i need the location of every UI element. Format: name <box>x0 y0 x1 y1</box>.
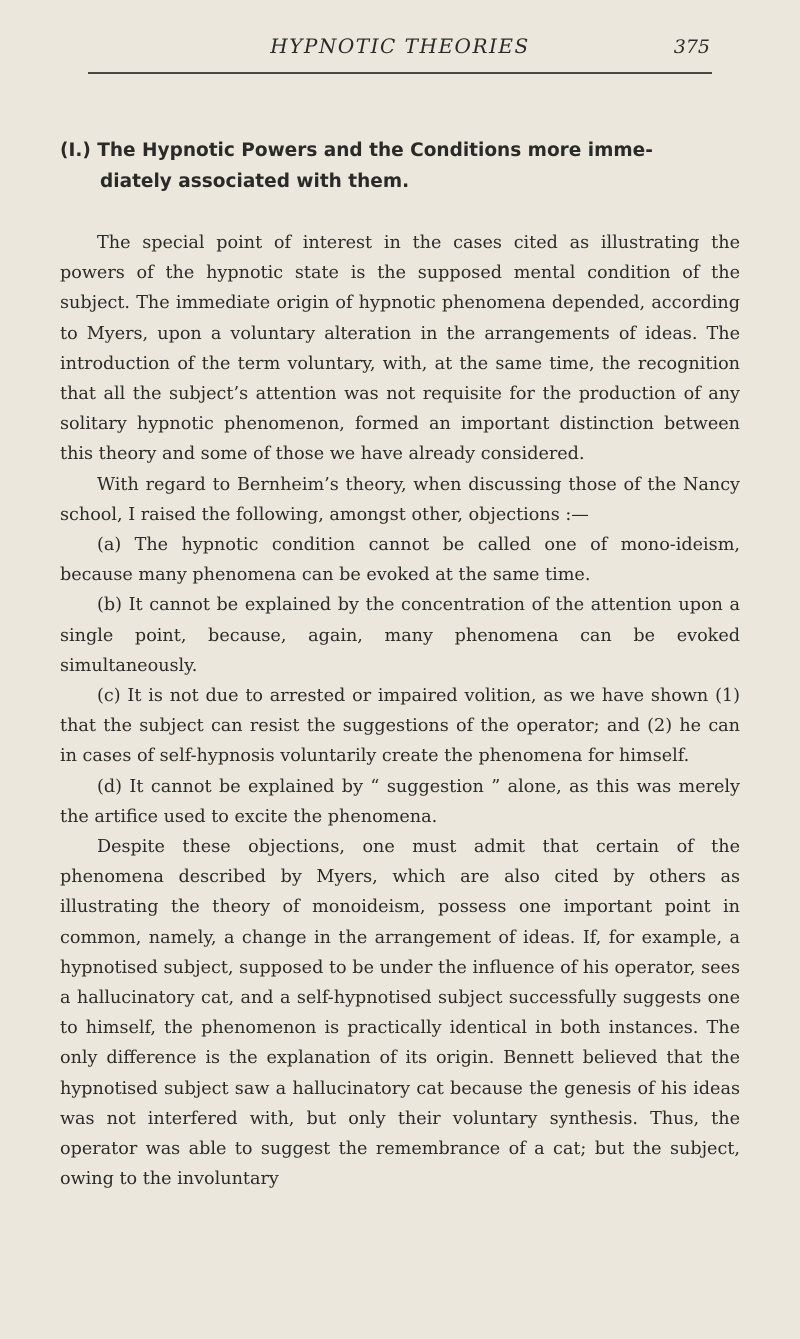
header-rule <box>88 72 712 74</box>
objection-a: (a) The hypnotic condition cannot be called one of mono-ideism, because many phenomena can be evoked at the same time. <box>60 535 740 586</box>
page-header <box>0 28 800 68</box>
body-text <box>60 228 740 1195</box>
running-title: HYPNOTIC THEORIES <box>270 34 530 58</box>
paragraph-despite: Despite these objections, one must admit that certain of the phenomena described by Myers, which are also cited by others as illustrating the theory of monoideism, possess one important point in common, namely, a change in the arrangement of ideas. If, for example, a hypnotised subject, supposed to be under the influence of his operator, sees a hallucinatory cat, and a self-hypnotised subject successfully suggests one to himself, the phenomenon is practically identical in both instances. The only difference is the explanation of its origin. Bennett believed that the hypnotised subject saw a hallucinatory cat because the genesis of his ideas was not interfered with, but only their voluntary synthesis. Thus, the operator was able to suggest the remembrance of a cat; but the subject, owing to the involuntary <box>60 837 740 1190</box>
objection-c: (c) It is not due to arrested or impaired volition, as we have shown (1) that the subject can resist the suggestions of the operator; and (2) he can in cases of self-hypnosis voluntarily create the phenomena for himself. <box>60 686 740 767</box>
paragraph-intro: The special point of interest in the cases cited as illustrating the powers of the hypnotic state is the supposed mental condition of the subject. The immediate origin of hypnotic phenomena depended, according to Myers, upon a voluntary alteration in the arrangements of ideas. The introduction of the term voluntary, with, at the same time, the recognition that all the subject’s attention was not requisite for the production of any solitary hypnotic phenomenon, formed an important distinction between this theory and some of those we have already considered. <box>60 233 740 465</box>
section-heading-line-2: diately associated with them. <box>100 171 410 192</box>
objection-d: (d) It cannot be explained by “ suggestion ” alone, as this was merely the artifice used to excite the phenomena. <box>60 776 740 827</box>
objection-b: (b) It cannot be explained by the concentration of the attention upon a single point, because, again, many phenomena can be evoked simultaneously. <box>60 595 740 676</box>
section-heading-line-1: (I.) The Hypnotic Powers and the Conditions more imme- <box>60 140 653 161</box>
section-heading <box>60 135 740 197</box>
paragraph-bernheim: With regard to Bernheim’s theory, when discussing those of the Nancy school, I raised the following, amongst other, objections :— <box>60 474 740 525</box>
page-number: 375 <box>673 36 710 58</box>
